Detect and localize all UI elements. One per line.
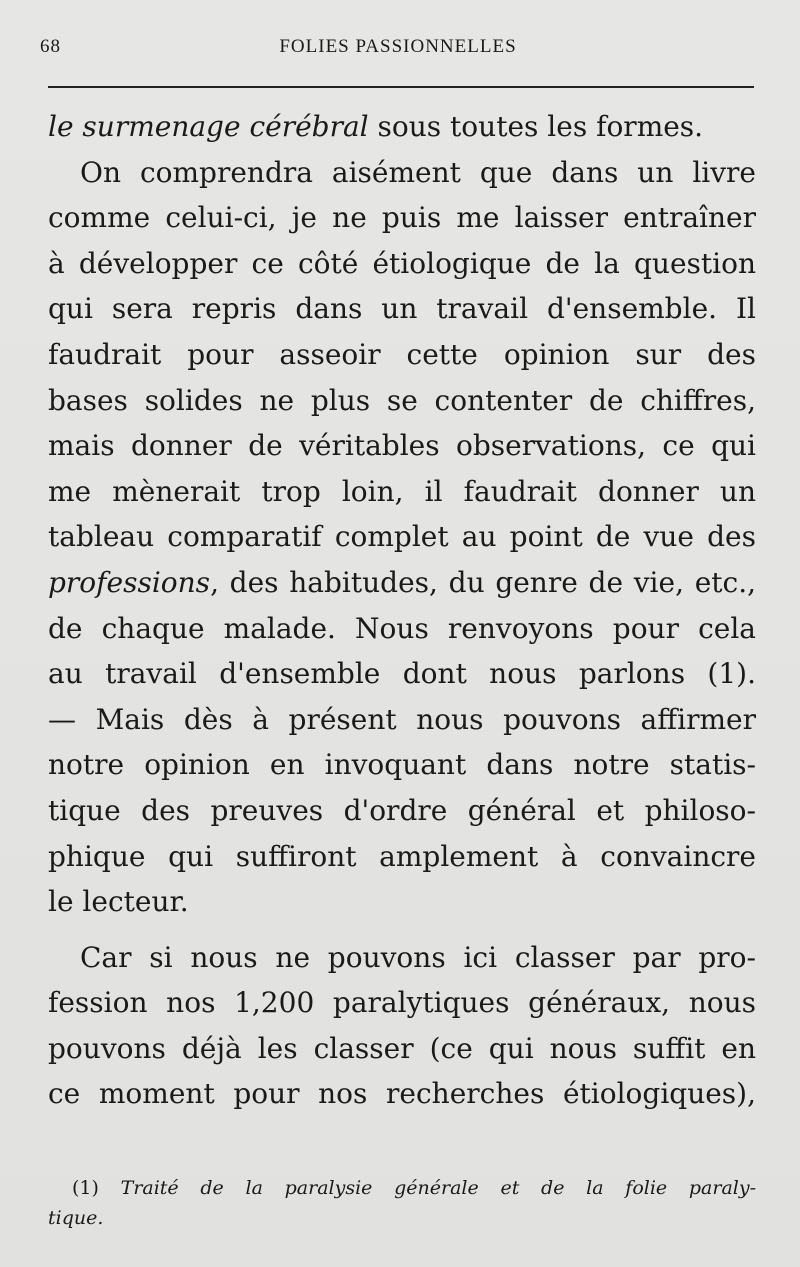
- paragraph-gap: [48, 925, 756, 935]
- footnote-citation: Traité de la paralysie générale et de la folie paraly-: [120, 1177, 757, 1199]
- header-rule: [48, 86, 754, 88]
- text-line: tableau comparatif complet au point de vue des: [48, 520, 756, 554]
- text-line: de chaque malade. Nous renvoyons pour cela: [48, 611, 756, 645]
- text-line: Car si nous ne pouvons ici classer par pro-: [80, 940, 756, 974]
- footnote-citation-end: tique.: [48, 1207, 104, 1229]
- text-line: le surmenage cérébral sous toutes les formes.: [48, 110, 704, 143]
- paragraph: [48, 935, 756, 1117]
- footnote-line: [48, 1203, 756, 1233]
- text-line: professions, des habitudes, du genre de vie, etc.,: [48, 565, 756, 599]
- text-line: pouvons déjà les classer (ce qui nous suffit en: [48, 1031, 756, 1065]
- italic-word: professions: [48, 565, 211, 599]
- text-line: me mènerait trop loin, il faudrait donner un: [48, 474, 756, 508]
- footnote: [48, 1173, 756, 1233]
- text-line: comme celui-ci, je ne puis me laisser entraîner: [48, 201, 756, 235]
- text-line: notre opinion en invoquant dans notre statis-: [48, 748, 756, 782]
- footnote-line: [48, 1173, 756, 1203]
- text-line: fession nos 1,200 paralytiques généraux, nous: [48, 986, 756, 1020]
- text-line: — Mais dès à présent nous pouvons affirmer: [48, 702, 756, 736]
- text-line: tique des preuves d'ordre général et philoso-: [48, 793, 756, 827]
- text-line: ce moment pour nos recherches étiologiques),: [48, 1077, 756, 1111]
- text-line: à développer ce côté étiologique de la question: [48, 246, 756, 280]
- running-title: FOLIES PASSIONNELLES: [279, 36, 517, 57]
- footnote-marker: (1): [72, 1177, 121, 1199]
- italic-phrase: le surmenage cérébral: [48, 110, 369, 143]
- text-line: phique qui suffiront amplement à convaincre: [48, 839, 756, 873]
- text-line: bases solides ne plus se contenter de chiffres,: [48, 383, 756, 417]
- text-line: faudrait pour asseoir cette opinion sur des: [48, 337, 756, 371]
- text-line: qui sera repris dans un travail d'ensemble. Il: [48, 292, 756, 326]
- paragraph-continuation: [48, 104, 756, 150]
- page-header: [40, 36, 756, 70]
- page-number: 68: [40, 36, 61, 57]
- paragraph: [48, 150, 756, 925]
- body-text: [48, 104, 756, 1117]
- text-line: On comprendra aisément que dans un livre: [80, 155, 756, 189]
- text-line: le lecteur.: [48, 885, 189, 919]
- text-line: mais donner de véritables observations, ce qui: [48, 429, 756, 463]
- text-line: au travail d'ensemble dont nous parlons (1).: [48, 657, 756, 691]
